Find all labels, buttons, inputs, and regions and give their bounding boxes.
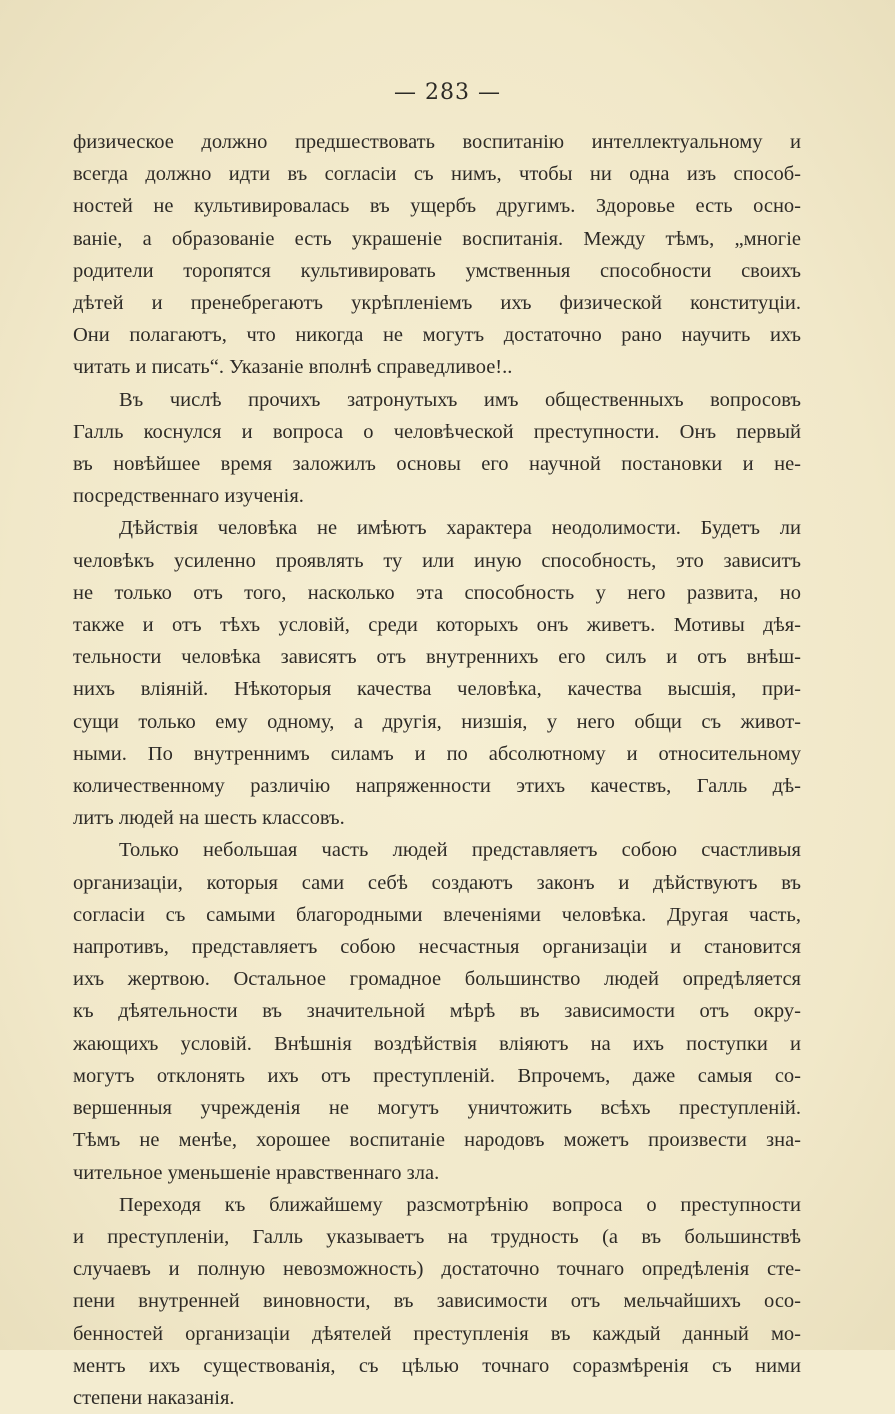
text-line: Галль коснулся и вопроса о человѣческой преступности. Онъ первый — [73, 420, 801, 443]
text-line: жающихъ условій. Внѣшнія воздѣйствія вліяютъ на ихъ поступки и — [73, 1032, 801, 1055]
text-line: Тѣмъ не менѣе, хорошее воспитаніе народовъ можетъ произвести зна- — [73, 1129, 801, 1152]
paragraph — [73, 126, 801, 384]
text-line: организаціи, которыя сами себѣ создаютъ законъ и дѣйствуютъ въ — [73, 871, 801, 894]
text-line: читать и писать“. Указаніе вполнѣ справедливое!.. — [73, 356, 513, 379]
text-line: также и отъ тѣхъ условій, среди которыхъ онъ живетъ. Мотивы дѣя- — [73, 614, 801, 637]
text-line: Переходя къ ближайшему разсмотрѣнію вопроса о преступности — [119, 1193, 801, 1216]
text-line: случаевъ и полную невозможность) достаточно точнаго опредѣленія сте- — [73, 1258, 801, 1281]
text-line: родители торопятся культивировать умственныя способности своихъ — [73, 259, 801, 282]
text-line: сущи только ему одному, а другія, низшія, у него общи съ живот- — [73, 710, 801, 733]
text-line: ваніе, а образованіе есть украшеніе воспитанія. Между тѣмъ, „многіе — [73, 227, 801, 250]
paragraph — [73, 512, 801, 834]
page-body — [73, 126, 801, 1414]
text-line: литъ людей на шесть классовъ. — [73, 807, 345, 830]
text-line: напротивъ, представляетъ собою несчастныя организаціи и становится — [73, 936, 801, 959]
text-line: ихъ жертвою. Остальное громадное большинство людей опредѣляется — [73, 968, 801, 991]
text-line: согласіи съ самыми благородными влеченіями человѣка. Другая часть, — [73, 903, 801, 926]
text-line: ными. По внутреннимъ силамъ и по абсолютному и относительному — [73, 742, 801, 765]
text-line: нихъ вліяній. Нѣкоторыя качества человѣка, качества высшія, при- — [73, 678, 801, 701]
text-line: посредственнаго изученія. — [73, 485, 304, 508]
text-line: бенностей организаціи дѣятелей преступленія въ каждый данный мо- — [73, 1322, 801, 1345]
paragraph — [73, 384, 801, 513]
paragraph — [73, 834, 801, 1188]
text-line: пени внутренней виновности, въ зависимости отъ мельчайшихъ осо- — [73, 1290, 801, 1313]
text-line: человѣкъ усиленно проявлять ту или иную способность, это зависитъ — [73, 549, 801, 572]
paragraph — [73, 1189, 801, 1414]
text-line: могутъ отклонять ихъ отъ преступленій. Впрочемъ, даже самыя со- — [73, 1064, 801, 1087]
text-line: Въ числѣ прочихъ затронутыхъ имъ общественныхъ вопросовъ — [119, 388, 801, 411]
text-line: не только отъ того, насколько эта способность у него развита, но — [73, 581, 801, 604]
text-line: Они полагаютъ, что никогда не могутъ достаточно рано научить ихъ — [73, 324, 801, 347]
text-line: всегда должно идти въ согласіи съ нимъ, чтобы ни одна изъ способ- — [73, 163, 801, 186]
text-line: физическое должно предшествовать воспитанію интеллектуальному и — [73, 131, 801, 153]
page-number: — 283 — — [394, 80, 501, 105]
text-line: въ новѣйшее время заложилъ основы его научной постановки и не- — [73, 453, 801, 476]
text-line: и преступленіи, Галль указываетъ на трудность (а въ большинствѣ — [73, 1225, 801, 1248]
text-line: степени наказанія. — [73, 1386, 235, 1409]
text-line: чительное уменьшеніе нравственнаго зла. — [73, 1161, 440, 1184]
text-line: къ дѣятельности въ значительной мѣрѣ въ зависимости отъ окру- — [73, 1000, 801, 1023]
text-line: тельности человѣка зависятъ отъ внутреннихъ его силъ и отъ внѣш- — [73, 646, 801, 669]
text-line: ментъ ихъ существованія, съ цѣлью точнаго соразмѣренія съ ними — [73, 1354, 801, 1377]
text-line: Только небольшая часть людей представляетъ собою счастливыя — [119, 839, 801, 862]
text-line: вершенныя учрежденія не могутъ уничтожить всѣхъ преступленій. — [73, 1097, 801, 1120]
text-line: Дѣйствія человѣка не имѣютъ характера неодолимости. Будетъ ли — [119, 517, 801, 540]
text-line: ностей не культивировалась въ ущербъ другимъ. Здоровье есть осно- — [73, 195, 801, 218]
text-line: количественному различію напряженности этихъ качествъ, Галль дѣ- — [73, 775, 801, 798]
text-line: дѣтей и пренебрегаютъ укрѣпленіемъ ихъ физической конституціи. — [73, 292, 801, 315]
